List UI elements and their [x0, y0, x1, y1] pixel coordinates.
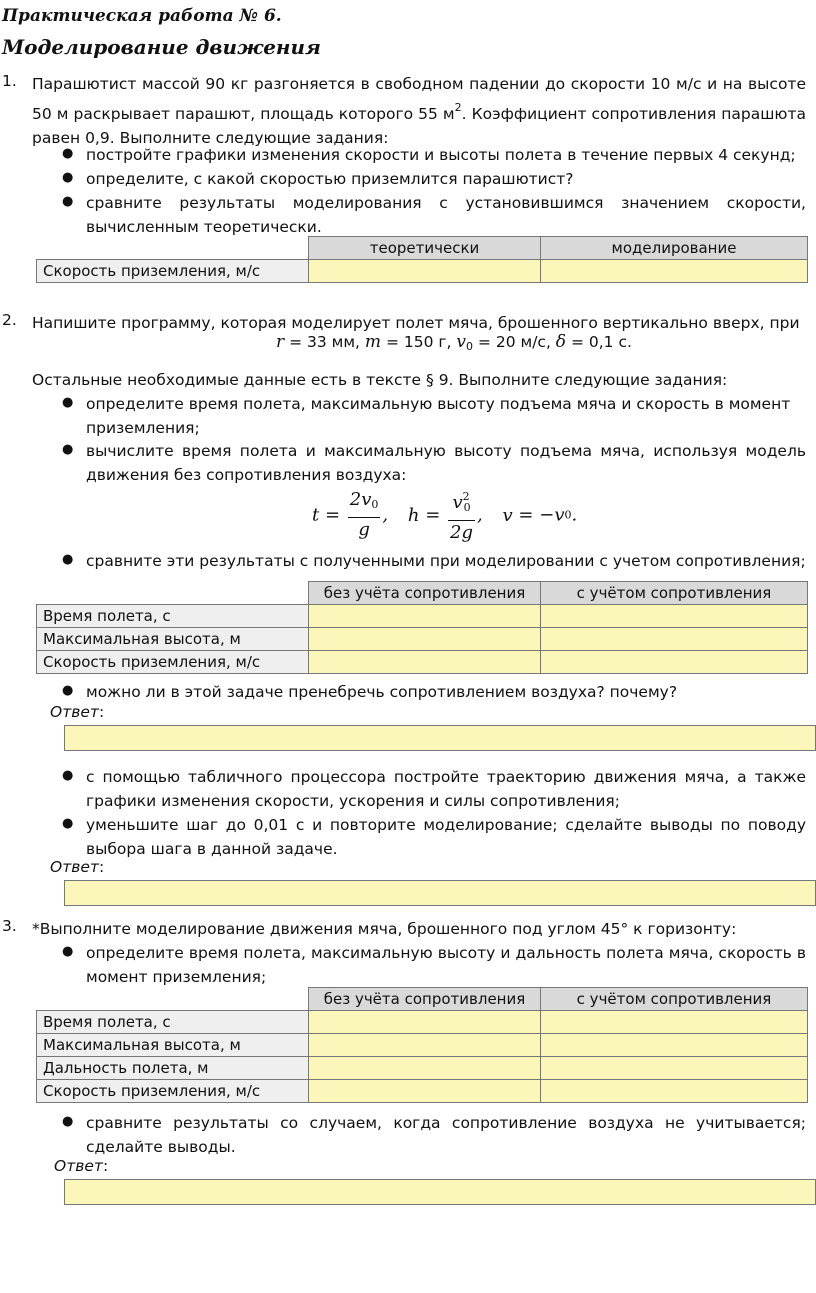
answer-label: Ответ:: [50, 703, 105, 721]
bullet-icon: ●: [62, 1114, 74, 1129]
task-1-bullet-1: постройте графики изменения скорости и высоты полета в течение первых 4 секунд;: [86, 146, 796, 164]
answer-cell[interactable]: [541, 1034, 808, 1057]
answer-cell[interactable]: [309, 1057, 541, 1080]
answer-cell[interactable]: [309, 605, 541, 628]
bullet-icon: ●: [62, 944, 74, 959]
answer-field[interactable]: [64, 880, 816, 906]
task-2-text: Напишите программу, которая моделирует полет мяча, брошенного вертикально вверх, при: [32, 314, 800, 332]
answer-cell[interactable]: [309, 1080, 541, 1103]
answer-cell[interactable]: [309, 651, 541, 674]
task-3-bullet-2: сравните результаты со случаем, когда сопротивление воздуха не учитывается; сделайте выводы.: [86, 1114, 806, 1156]
answer-field[interactable]: [64, 1179, 816, 1205]
bullet-icon: ●: [62, 816, 74, 831]
task-1-table: [36, 236, 808, 283]
bullet-icon: ●: [62, 194, 74, 209]
task-2-parameters-formula: r = 33 мм, m = 150 г, $v_0 = 20$ м/с, δ = 0,1 с.: [276, 332, 632, 353]
answer-cell[interactable]: [541, 1057, 808, 1080]
task-2-table: [36, 581, 808, 674]
answer-cell[interactable]: [541, 651, 808, 674]
bullet-icon: ●: [62, 768, 74, 783]
task-3-number: 3.: [2, 917, 17, 935]
table-header: без учёта сопротивления: [309, 988, 541, 1011]
answer-cell[interactable]: [541, 605, 808, 628]
task-2-bullet-2: вычислите время полета и максимальную высоту подъема мяча, используя модель движения без сопротивления воздуха:: [86, 442, 806, 484]
task-2-bullet-5: с помощью табличного процессора постройте траекторию движения мяча, а также графики изменения скорости, ускорения и силы сопротивления;: [86, 768, 806, 810]
worksheet-subtitle: Моделирование движения: [2, 35, 321, 59]
worksheet-title: Практическая работа № 6.: [2, 6, 282, 26]
answer-cell[interactable]: [309, 260, 541, 283]
task-2-bullet-6: уменьшите шаг до 0,01 с и повторите моделирование; сделайте выводы по поводу выбора шага в данной задаче.: [86, 816, 806, 858]
table-row-label: Дальность полета, м: [37, 1057, 309, 1080]
task-2-text-2: Остальные необходимые данные есть в тексте § 9. Выполните следующие задания:: [32, 371, 728, 389]
table-header: без учёта сопротивления: [309, 582, 541, 605]
task-2-bullet-4: можно ли в этой задаче пренебречь сопротивлением воздуха? почему?: [86, 683, 678, 701]
table-row-label: Скорость приземления, м/с: [37, 260, 309, 283]
task-1-text: Парашютист массой 90 кг разгоняется в свободном падении до скорости 10 м/с и на высоте 50 м раскрывает парашют, площадь которого 55 $м^2$. Коэффициент сопротивления парашюта равен 0,9. Выполните следующие задания:: [32, 75, 806, 147]
task-3-text: *Выполните моделирование движения мяча, брошенного под углом 45° к горизонту:: [32, 920, 737, 938]
bullet-icon: ●: [62, 395, 74, 410]
bullet-icon: ●: [62, 442, 74, 457]
answer-label: Ответ:: [50, 858, 105, 876]
table-header: теоретически: [309, 237, 541, 260]
table-header: моделирование: [541, 237, 808, 260]
table-row-label: Время полета, с: [37, 605, 309, 628]
table-row-label: Скорость приземления, м/с: [37, 1080, 309, 1103]
task-2-bullet-1: определите время полета, максимальную высоту подъема мяча и скорость в момент приземления;: [86, 395, 791, 437]
table-header: с учётом сопротивления: [541, 582, 808, 605]
task-2-number: 2.: [2, 311, 17, 329]
answer-cell[interactable]: [541, 628, 808, 651]
table-row-label: Скорость приземления, м/с: [37, 651, 309, 674]
answer-cell[interactable]: [309, 1011, 541, 1034]
task-1-number: 1.: [2, 72, 17, 90]
answer-cell[interactable]: [541, 1080, 808, 1103]
task-2-bullet-3: сравните эти результаты с полученными при моделировании с учетом сопротивления;: [86, 552, 806, 570]
answer-cell[interactable]: [309, 1034, 541, 1057]
free-fall-formulas: t = $\frac{2v_0}{g}$ , h = $\frac{v^2_0}{2g}$ , v = −v0.: [312, 485, 577, 541]
answer-field[interactable]: [64, 725, 816, 751]
table-header: с учётом сопротивления: [541, 988, 808, 1011]
table-row-label: Время полета, с: [37, 1011, 309, 1034]
bullet-icon: ●: [62, 552, 74, 567]
answer-cell[interactable]: [541, 260, 808, 283]
bullet-icon: ●: [62, 146, 74, 161]
table-row-label: Максимальная высота, м: [37, 1034, 309, 1057]
answer-cell[interactable]: [309, 628, 541, 651]
task-3-bullet-1: определите время полета, максимальную высоту и дальность полета мяча, скорость в момент приземления;: [86, 944, 806, 986]
bullet-icon: ●: [62, 170, 74, 185]
answer-label: Ответ:: [54, 1157, 109, 1175]
task-1-bullet-3: сравните результаты моделирования с установившимся значением скорости, вычисленным теоретически.: [86, 194, 806, 236]
task-3-table: [36, 987, 808, 1103]
bullet-icon: ●: [62, 683, 74, 698]
answer-cell[interactable]: [541, 1011, 808, 1034]
task-1-bullet-2: определите, с какой скоростью приземлится парашютист?: [86, 170, 574, 188]
table-row-label: Максимальная высота, м: [37, 628, 309, 651]
